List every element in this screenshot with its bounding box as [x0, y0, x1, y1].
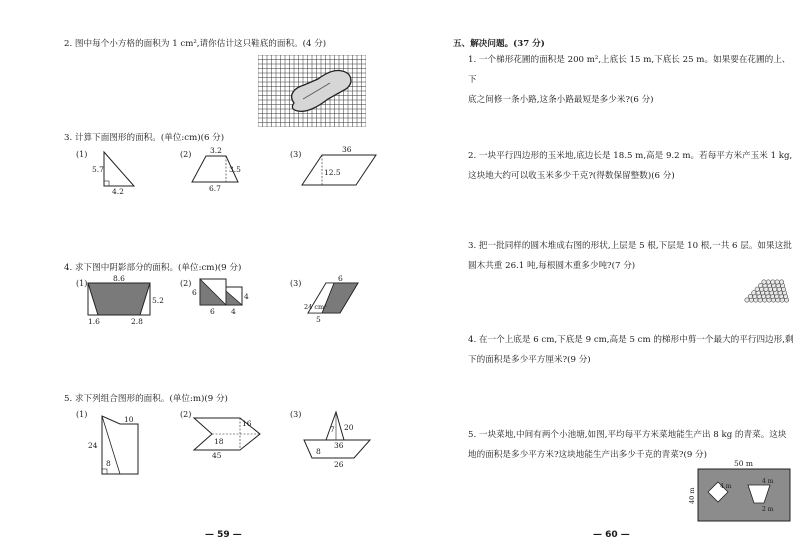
q3-parallelogram-figure [300, 145, 382, 190]
q4-shaded-parallelogram-figure [300, 275, 376, 323]
q5-fig1-number: (1) [76, 410, 88, 419]
log-pile-figure [744, 268, 792, 304]
q5-fig1-top-label: 10 [124, 415, 134, 424]
q4-fig1-height-label: 5.2 [152, 296, 164, 305]
question-5-text: 5. 求下列组合图形的面积。(单位:m)(9 分) [64, 394, 228, 404]
problem-4-line-1: 4. 在一个上底是 6 cm,下底是 9 cm,高是 5 cm 的梯形中剪一个最大的平行四边形,剩 [468, 335, 794, 345]
q5-fig2-middle-label: 18 [214, 437, 224, 446]
page-number-right: — 60 — [593, 530, 630, 540]
trapezoid-pond-top-label: 4 m [762, 478, 774, 485]
q4-shaded-squares-figure [192, 275, 254, 317]
q3-fig2-number: (2) [180, 150, 192, 159]
q5-fig3-number: (3) [290, 410, 302, 419]
question-4-text: 4. 求下图中阴影部分的面积。(单位:cm)(9 分) [64, 263, 242, 273]
problem-1 [468, 50, 798, 110]
problem-3-line-2: 圆木共重 26.1 吨,每根圆木重多少吨?(7 分) [468, 261, 636, 271]
problem-4-line-2: 下的面积是多少平方厘米?(9 分) [468, 355, 591, 365]
q4-fig2-base2-label: 4 [231, 307, 236, 316]
q4-fig3-area-label: 24 cm² [304, 303, 327, 311]
q4-fig3-base-label: 5 [316, 315, 321, 323]
q3-fig2-height-label: 3.5 [229, 165, 241, 174]
q5-composite-figure-2 [186, 406, 268, 460]
q5-fig1-base-label: 8 [106, 459, 111, 468]
q4-fig2-number: (2) [180, 279, 192, 288]
q3-fig1-number: (1) [76, 150, 88, 159]
q5-composite-figure-1 [84, 410, 154, 478]
trapezoid-pond-bottom-label: 2 m [762, 506, 774, 513]
problem-2-line-1: 2. 一块平行四边形的玉米地,底边长是 18.5 m,高是 9.2 m。若每平方米产玉米 1 kg, [468, 151, 793, 161]
q3-fig1-base-label: 4.2 [112, 187, 124, 196]
q5-fig3-h3-label: 8 [316, 447, 321, 456]
q3-fig3-height-label: 12.5 [324, 168, 341, 177]
q3-fig3-number: (3) [290, 150, 302, 159]
q3-fig1-height-label: 5.7 [92, 165, 104, 174]
q3-right-triangle-figure [90, 148, 150, 196]
q5-fig2-base-label: 45 [212, 451, 222, 460]
q4-fig3-top-label: 6 [338, 275, 343, 283]
q5-fig3-h2-label: 20 [344, 423, 354, 432]
problem-1-line-2: 底之间修一条小路,这条小路最短是多少米?(6 分) [468, 95, 654, 105]
q5-fig3-base-label: 26 [334, 460, 344, 469]
section-heading: 五、解决问题。(37 分) [453, 39, 545, 49]
q4-fig1-top-label: 8.6 [113, 275, 125, 283]
shoe-sole-grid-figure [258, 55, 366, 127]
q4-fig2-base1-label: 6 [210, 307, 215, 316]
question-2-text: 2. 图中每个小方格的面积为 1 cm²,请你估计这只鞋底的面积。(4 分) [64, 39, 327, 49]
q4-fig3-number: (3) [290, 279, 302, 288]
q4-shaded-trapezoid-figure [84, 275, 164, 325]
q5-composite-figure-3 [298, 406, 382, 470]
q5-fig3-top-label: 36 [334, 441, 344, 450]
q4-fig2-height-label: 6 [192, 288, 197, 297]
q4-fig1-left-label: 1.6 [88, 317, 100, 325]
q3-fig3-top-label: 36 [342, 145, 352, 154]
q4-fig2-right-label: 4 [244, 292, 249, 301]
q3-trapezoid-figure [190, 144, 250, 196]
problem-5-line-2: 地的面积是多少平方米?这块地能生产出多少千克的青菜?(9 分) [468, 450, 707, 460]
question-3-text: 3. 计算下面图形的面积。(单位:cm)(6 分) [64, 133, 225, 143]
problem-5-line-1: 5. 一块菜地,中间有两个小池塘,如图,平均每平方米菜地能生产出 8 kg 的青菜。这块 [468, 430, 787, 440]
problem-4 [468, 330, 798, 370]
square-pond-side-label: 4 m [720, 483, 732, 490]
page-number-left: — 59 — [205, 530, 242, 540]
problem-2-line-2: 这块地大约可以收玉米多少千克?(得数保留整数)(6 分) [468, 171, 675, 181]
q4-fig1-number: (1) [76, 279, 88, 288]
problem-1-line-1: 1. 一个梯形花圃的面积是 200 m²,上底长 15 m,下底长 25 m。如果要在花圃的上、下 [468, 55, 791, 85]
q5-fig3-h1-label: 7 [330, 425, 335, 434]
q5-fig2-right-label: 16 [242, 419, 252, 428]
vegetable-field-figure [686, 458, 796, 524]
q3-fig2-base-label: 6.7 [209, 184, 221, 193]
q4-fig1-right-label: 2.8 [131, 317, 143, 325]
problem-3-line-1: 3. 把一批同样的圆木堆成右图的形状,上层是 5 根,下层是 10 根,一共 6 层。如果这批 [468, 241, 792, 251]
q3-fig2-top-label: 3.2 [210, 146, 222, 155]
field-height-label: 40 m [688, 487, 696, 504]
q5-fig1-height-label: 24 [88, 441, 98, 450]
q5-fig2-number: (2) [180, 410, 192, 419]
problem-2 [468, 146, 798, 186]
field-width-label: 50 m [734, 459, 754, 468]
